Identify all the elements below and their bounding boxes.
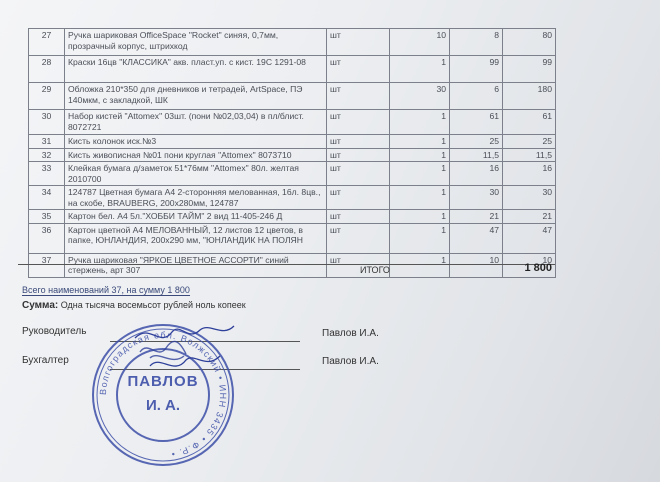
item-sum: 180	[503, 83, 556, 110]
row-number: 28	[29, 56, 65, 83]
table-row	[29, 186, 556, 210]
svg-text:И. А.: И. А.	[145, 397, 181, 414]
director-name: Павлов И.А.	[322, 328, 379, 339]
item-name: 124787 Цветная бумага А4 2-сторонняя мелованная, 16л. 8цв., на скобе, BRAUBERG, 200х280мм, 124787	[65, 186, 327, 210]
item-unit: шт	[327, 135, 390, 149]
item-name: Ручка шариковая "ЯРКОЕ ЦВЕТНОЕ АССОРТИ" синий стержень, арт 307	[65, 253, 327, 277]
item-price: 10	[450, 253, 503, 277]
item-price: 61	[450, 110, 503, 135]
item-price: 47	[450, 223, 503, 253]
table-row	[29, 162, 556, 186]
row-number: 37	[29, 253, 65, 277]
row-number: 36	[29, 223, 65, 253]
item-qty: 10	[390, 29, 450, 56]
item-qty: 1	[390, 110, 450, 135]
item-price: 8	[450, 29, 503, 56]
item-qty: 1	[390, 162, 450, 186]
row-number: 32	[29, 148, 65, 162]
row-number: 27	[29, 29, 65, 56]
row-number: 31	[29, 135, 65, 149]
item-qty: 1	[390, 223, 450, 253]
accountant-name: Павлов И.А.	[322, 356, 379, 367]
total-value: 1 800	[524, 262, 552, 274]
sum-label: Сумма:	[22, 300, 59, 311]
item-qty: 1	[390, 210, 450, 224]
item-unit: шт	[327, 29, 390, 56]
item-price: 30	[450, 186, 503, 210]
item-unit: шт	[327, 162, 390, 186]
item-sum: 10	[503, 253, 556, 277]
item-price: 25	[450, 135, 503, 149]
item-unit: шт	[327, 210, 390, 224]
item-unit: шт	[327, 186, 390, 210]
item-price: 16	[450, 162, 503, 186]
item-name: Картон цветной А4 МЕЛОВАННЫЙ, 12 листов 12 цветов, в папке, ЮНЛАНДИЯ, 200х290 мм, "ЮНЛАНДИК НА ПОЛЯН	[65, 223, 327, 253]
item-price: 6	[450, 83, 503, 110]
item-sum: 61	[503, 110, 556, 135]
item-unit: шт	[327, 253, 390, 277]
item-qty: 1	[390, 148, 450, 162]
row-number: 34	[29, 186, 65, 210]
item-name: Краски 16цв "КЛАССИКА" акв. пласт.уп. с кист. 19С 1291-08	[65, 56, 327, 83]
item-unit: шт	[327, 223, 390, 253]
director-signature	[130, 318, 240, 388]
row-number: 35	[29, 210, 65, 224]
item-unit: шт	[327, 83, 390, 110]
item-qty: 1	[390, 135, 450, 149]
item-name: Ручка шариковая OfficeSpace "Rocket" синяя, 0,7мм, прозрачный корпус, штрихкод	[65, 29, 327, 56]
item-sum: 99	[503, 56, 556, 83]
row-number: 29	[29, 83, 65, 110]
item-qty: 1	[390, 186, 450, 210]
item-sum: 80	[503, 29, 556, 56]
table-row	[29, 135, 556, 149]
items-count-line: Всего наименований 37, на сумму 1 800	[22, 285, 190, 295]
item-price: 99	[450, 56, 503, 83]
svg-text:Волгоградская обл. Волжский •: Волгоградская обл. Волжский • ИНН 3435 • Ф.Р. •	[97, 329, 229, 460]
table-row	[29, 223, 556, 253]
item-qty: 1	[390, 56, 450, 83]
item-sum: 47	[503, 223, 556, 253]
item-name: Картон бел. А4 5л."ХОББИ ТАЙМ" 2 вид 11-405-246 Д	[65, 210, 327, 224]
row-number: 33	[29, 162, 65, 186]
total-label: ИТОГО	[360, 265, 390, 275]
item-sum: 21	[503, 210, 556, 224]
total-divider	[18, 264, 555, 265]
item-qty: 1	[390, 253, 450, 277]
item-price: 11,5	[450, 148, 503, 162]
item-name: Кисть колонок иск.№3	[65, 135, 327, 149]
item-unit: шт	[327, 56, 390, 83]
table-row	[29, 148, 556, 162]
item-sum: 30	[503, 186, 556, 210]
item-qty: 30	[390, 83, 450, 110]
item-name: Кисть живописная №01 пони круглая "Attomex" 8073710	[65, 148, 327, 162]
table-row	[29, 83, 556, 110]
table-row	[29, 210, 556, 224]
svg-text:ПАВЛОВ: ПАВЛОВ	[127, 373, 199, 390]
item-name: Клейкая бумага д/заметок 51*76мм "Attomex" 80л. желтая 2010700	[65, 162, 327, 186]
item-sum: 16	[503, 162, 556, 186]
sum-text: Одна тысяча восемьсот рублей ноль копеек	[60, 300, 246, 310]
item-sum: 11,5	[503, 148, 556, 162]
item-sum: 25	[503, 135, 556, 149]
row-number: 30	[29, 110, 65, 135]
director-label: Руководитель	[22, 326, 87, 337]
item-name: Набор кистей "Attomex" 03шт. (пони №02,03,04) в пл/блист. 8072721	[65, 110, 327, 135]
sum-in-words	[22, 300, 246, 311]
item-price: 21	[450, 210, 503, 224]
items-table	[28, 28, 556, 278]
accountant-label: Бухгалтер	[22, 355, 69, 366]
table-row	[29, 110, 556, 135]
item-name: Обложка 210*350 для дневников и тетрадей, ArtSpace, ПЭ 140мкм, с закладкой, ШК	[65, 83, 327, 110]
table-row	[29, 29, 556, 56]
table-row	[29, 56, 556, 83]
item-unit: шт	[327, 148, 390, 162]
table-row	[29, 253, 556, 277]
item-unit: шт	[327, 110, 390, 135]
